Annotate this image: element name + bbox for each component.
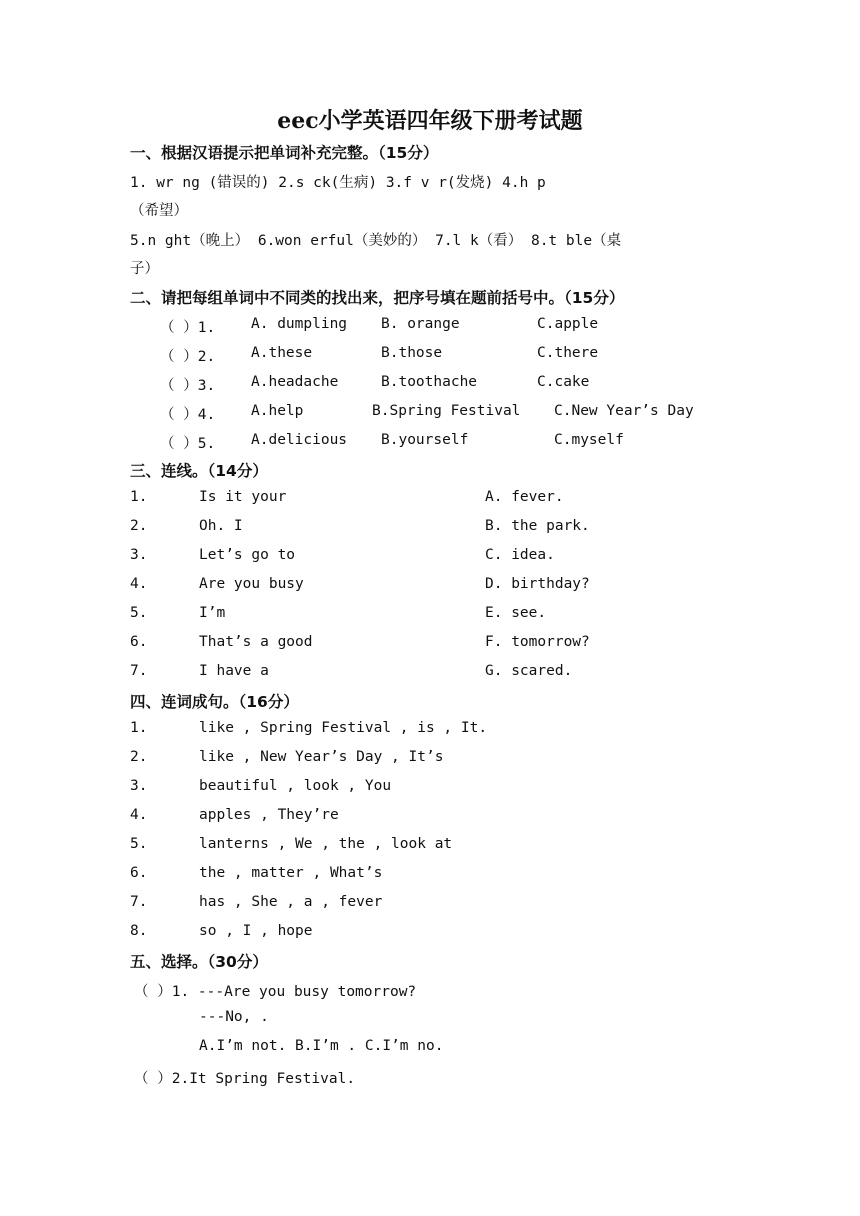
option-a: A. dumpling — [251, 316, 348, 332]
match-left: That’s a good — [199, 634, 313, 650]
match-number: 5. — [130, 605, 148, 621]
question-number: （ ）4. — [160, 407, 216, 423]
match-right: C. idea. — [485, 547, 555, 563]
sentence-number: 6. — [130, 865, 148, 881]
match-left: I have a — [199, 663, 269, 679]
section-1-line: 子） — [130, 261, 159, 277]
section-1-heading: 一、根据汉语提示把单词补充完整。（15分） — [130, 144, 439, 162]
section-3-heading: 三、连线。（14分） — [130, 462, 268, 480]
option-a: A.these — [251, 345, 313, 361]
option-b: B.those — [381, 345, 443, 361]
section-1-line: 1. wr ng (错误的) 2.s ck(生病) 3.f v r(发烧) 4.h p — [130, 175, 546, 191]
sentence-number: 7. — [130, 894, 148, 910]
sentence-number: 4. — [130, 807, 148, 823]
sentence-words: like , Spring Festival , is , It. — [199, 720, 488, 736]
choice-question-2: （ ）2.It Spring Festival. — [134, 1071, 356, 1087]
sentence-words: lanterns , We , the , look at — [199, 836, 453, 852]
match-right: E. see. — [485, 605, 547, 621]
choice-question-1: （ ）1. ---Are you busy tomorrow? — [134, 984, 417, 1000]
sentence-words: like , New Year’s Day , It’s — [199, 749, 444, 765]
option-c: C.New Year’s Day — [554, 403, 694, 419]
option-c: C.apple — [537, 316, 599, 332]
section-2-heading: 二、请把每组单词中不同类的找出来，把序号填在题前括号中。（15分） — [130, 289, 625, 307]
match-left: Let’s go to — [199, 547, 296, 563]
match-right: F. tomorrow? — [485, 634, 590, 650]
sentence-words: apples , They’re — [199, 807, 339, 823]
match-number: 6. — [130, 634, 148, 650]
question-number: （ ）3. — [160, 378, 216, 394]
match-number: 4. — [130, 576, 148, 592]
sentence-number: 8. — [130, 923, 148, 939]
match-left: I’m — [199, 605, 226, 621]
sentence-words: so , I , hope — [199, 923, 313, 939]
question-number: （ ）5. — [160, 436, 216, 452]
exam-title: eec小学英语四年级下册考试题 — [277, 108, 583, 134]
section-5-heading: 五、选择。（30分） — [130, 953, 268, 971]
match-number: 7. — [130, 663, 148, 679]
option-a: A.help — [251, 403, 304, 419]
sentence-number: 3. — [130, 778, 148, 794]
match-left: Oh. I — [199, 518, 243, 534]
option-a: A.headache — [251, 374, 339, 390]
sentence-number: 1. — [130, 720, 148, 736]
option-c: C.myself — [554, 432, 624, 448]
match-number: 1. — [130, 489, 148, 505]
sentence-words: beautiful , look , You — [199, 778, 392, 794]
match-right: A. fever. — [485, 489, 564, 505]
option-b: B.yourself — [381, 432, 469, 448]
option-c: C.cake — [537, 374, 590, 390]
question-number: （ ）1. — [160, 320, 216, 336]
option-b: B. orange — [381, 316, 460, 332]
match-number: 3. — [130, 547, 148, 563]
match-right: G. scared. — [485, 663, 573, 679]
section-1-line: 5.n ght（晚上） 6.won erful（美妙的） 7.l k（看） 8.t ble（桌 — [130, 233, 622, 249]
match-number: 2. — [130, 518, 148, 534]
option-b: B.Spring Festival — [372, 403, 521, 419]
sentence-number: 5. — [130, 836, 148, 852]
section-4-heading: 四、连词成句。（16分） — [130, 693, 299, 711]
sentence-number: 2. — [130, 749, 148, 765]
match-right: B. the park. — [485, 518, 590, 534]
choice-question-1-answer: ---No, . — [199, 1009, 269, 1025]
option-a: A.delicious — [251, 432, 348, 448]
match-left: Are you busy — [199, 576, 304, 592]
sentence-words: has , She , a , fever — [199, 894, 383, 910]
choice-question-1-options: A.I’m not. B.I’m . C.I’m no. — [199, 1038, 444, 1054]
section-1-line: （希望） — [130, 203, 188, 219]
option-c: C.there — [537, 345, 599, 361]
match-left: Is it your — [199, 489, 287, 505]
sentence-words: the , matter , What’s — [199, 865, 383, 881]
question-number: （ ）2. — [160, 349, 216, 365]
option-b: B.toothache — [381, 374, 478, 390]
match-right: D. birthday? — [485, 576, 590, 592]
